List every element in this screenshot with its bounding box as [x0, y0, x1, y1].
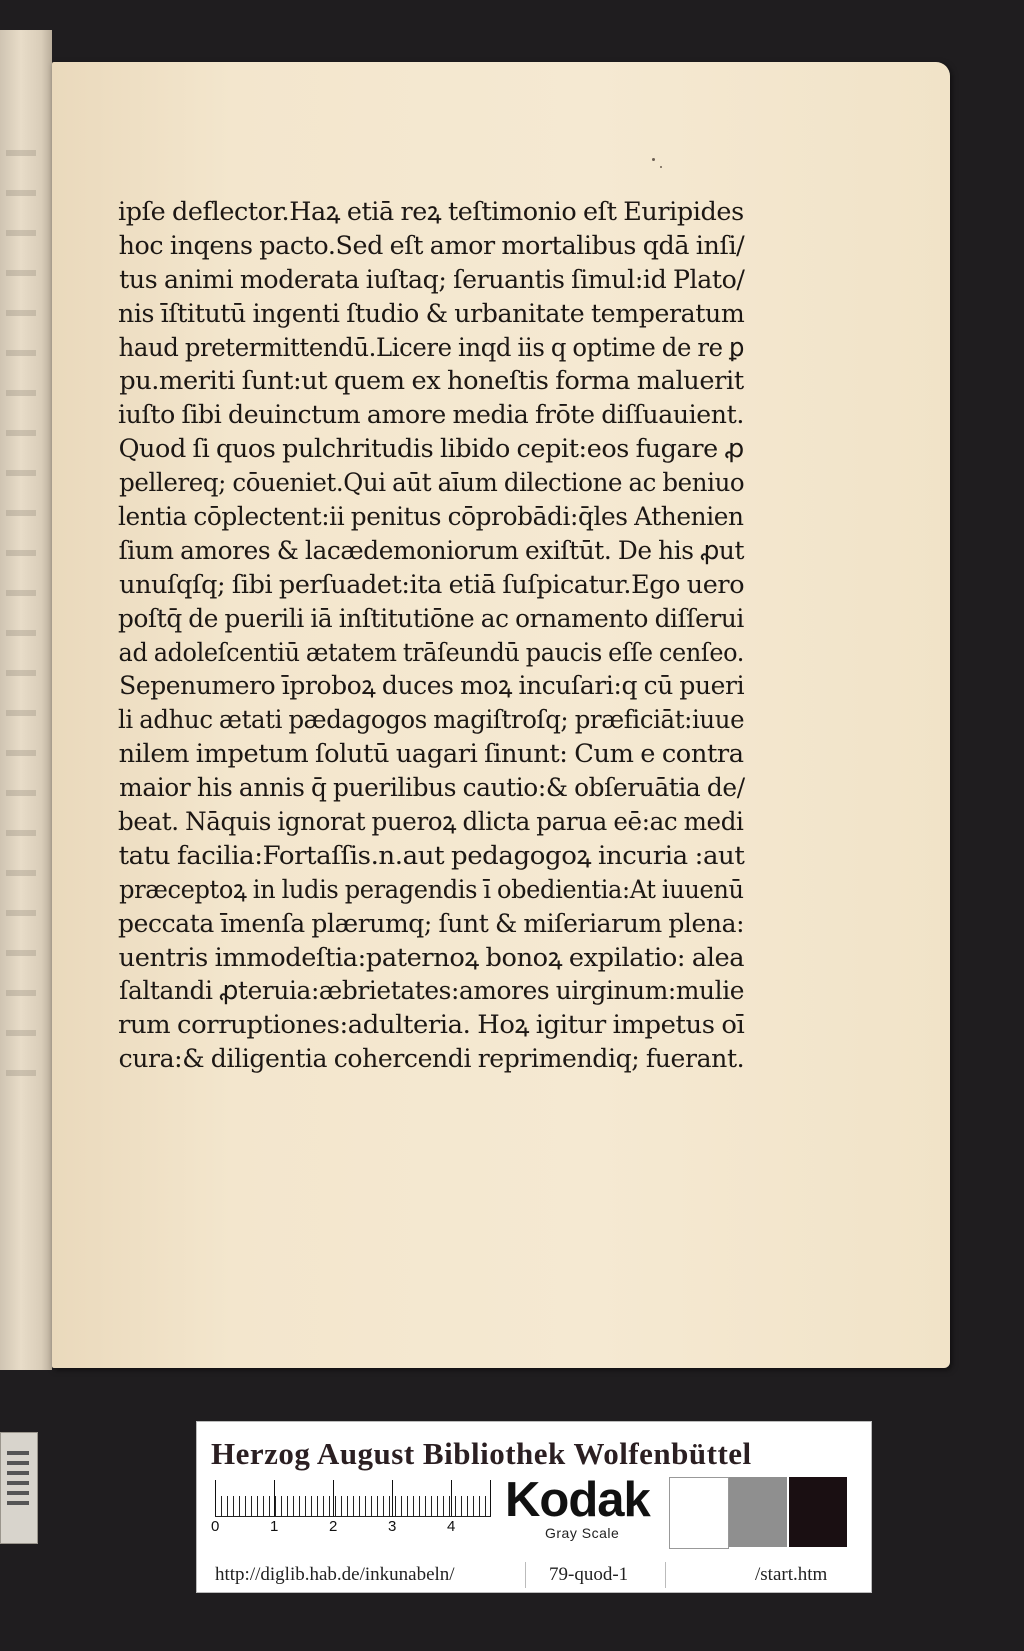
- ruler-number-3: 3: [388, 1518, 397, 1535]
- text-line: ad adoleſcentiū ætatem trāſeundū paucis eſſe cenſeo.: [118, 637, 745, 668]
- text-line: pu.meriti ſunt:ut quem ex honeſtis forma maluerit: [119, 366, 744, 397]
- book-left-edge: [0, 30, 52, 1370]
- ruler-number-1: 1: [270, 1518, 279, 1535]
- url-mid: 79-quod-1: [549, 1564, 629, 1585]
- url-right: /start.htm: [755, 1564, 828, 1585]
- ruler-major-tick: [392, 1480, 393, 1516]
- library-title: Herzog August Bibliothek Wolfenbüttel: [211, 1436, 752, 1471]
- text-line: ipſe deflector.Haꝝ etiā reꝝ teſtimonio eſt Euripides: [118, 197, 744, 227]
- page-speck: [652, 158, 655, 161]
- text-line: nilem impetum ſolutū uagari ſinunt: Cum e contra: [118, 739, 744, 770]
- text-line: pellereq; cōueniet.Qui aūt aīum dilectione ac beniuo: [119, 468, 745, 499]
- text-line: peccata īmenſa plærumq; ſunt & miſeriarum plena:: [118, 908, 745, 939]
- page-speck: [660, 166, 662, 168]
- printed-text-block: [118, 196, 744, 1077]
- text-line: præceptoꝝ in ludis peragendis ī obedientia:At iuuenū: [119, 874, 744, 905]
- swatch-black: [789, 1477, 847, 1547]
- swatch-gray: [729, 1477, 787, 1547]
- url-row: [197, 1558, 871, 1592]
- ruler-major-tick: [451, 1480, 452, 1516]
- text-line: Quod ſi quos pulchritudis libido cepit:eos fugare ꝓ: [118, 434, 744, 465]
- ruler-major-tick: [215, 1480, 216, 1516]
- text-line: iuſto ſibi deuinctum amore media frōte diſſuauient.: [118, 400, 744, 431]
- text-line: poſtq̄ de puerili iā inſtitutiōne ac ornamento diſſerui: [118, 603, 744, 634]
- text-line: nis īſtitutū ingenti ſtudio & urbanitate temperatum: [118, 298, 745, 329]
- text-line: rum corruptiones:adulteria. Hoꝝ igitur impetus oī: [118, 1010, 745, 1041]
- url-separator: [525, 1562, 526, 1588]
- text-line: cura:& diligentia cohercendi reprimendiq; fuerant.: [118, 1044, 745, 1075]
- text-line: ſaltandi ꝓteruia:æbrietates:amores uirginum:mulie: [119, 976, 745, 1007]
- ruler-number-2: 2: [329, 1518, 338, 1535]
- ruler-number-4: 4: [447, 1518, 456, 1535]
- ruler-number-0: 0: [211, 1518, 220, 1535]
- text-line: uentris immodeſtia:paternoꝝ bonoꝝ expilatio: alea: [118, 942, 745, 973]
- text-line: li adhuc ætati pædagogos magiſtroſq; præficiāt:iuue: [118, 705, 745, 736]
- text-line: ſium amores & lacædemoniorum exiſtūt. De his ꝓut: [118, 535, 745, 566]
- url-separator: [665, 1562, 666, 1588]
- swatch-white: [669, 1477, 729, 1549]
- text-line: Sepenumero īproboꝝ duces moꝝ incuſari:q cū pueri: [119, 671, 745, 702]
- color-scale-target: [196, 1421, 872, 1593]
- ruler-major-tick: [333, 1480, 334, 1516]
- ruler-major-tick: [490, 1480, 491, 1516]
- text-line: unuſqſq; ſibi perſuadet:ita etiā ſuſpicatur.Ego uero: [119, 569, 745, 600]
- text-line: hoc inqens pacto.Sed eſt amor mortalibus qdā inſi/: [118, 230, 745, 261]
- text-line: lentia cōplectent:ii penitus cōprobādi:q̄les Athenien: [118, 502, 744, 533]
- text-line: tus animi moderata iuſtaq; ſeruantis ſimul:id Plato/: [119, 264, 745, 295]
- text-line: haud pretermittendū.Licere inqd iis q optime de re ꝑ: [118, 332, 745, 363]
- url-left: http://diglib.hab.de/inkunabeln/: [215, 1564, 455, 1585]
- ruler-major-tick: [274, 1480, 275, 1516]
- gray-scale-label: Gray Scale: [545, 1525, 620, 1541]
- text-line: beat. Nāquis ignorat pueroꝝ dlicta parua eē:ac medi: [118, 807, 744, 838]
- shelfmark-marks: [7, 1451, 29, 1511]
- text-line: maior his annis q̄ puerilibus cautio:& obſeruātia de/: [119, 773, 745, 804]
- scale-ruler: [215, 1480, 491, 1517]
- spine-shelfmark-label: [0, 1432, 38, 1544]
- text-line: tatu facilia:Fortaſſis.n.aut pedagogoꝝ incuria :aut: [118, 840, 745, 871]
- kodak-logo: Kodak: [505, 1473, 650, 1527]
